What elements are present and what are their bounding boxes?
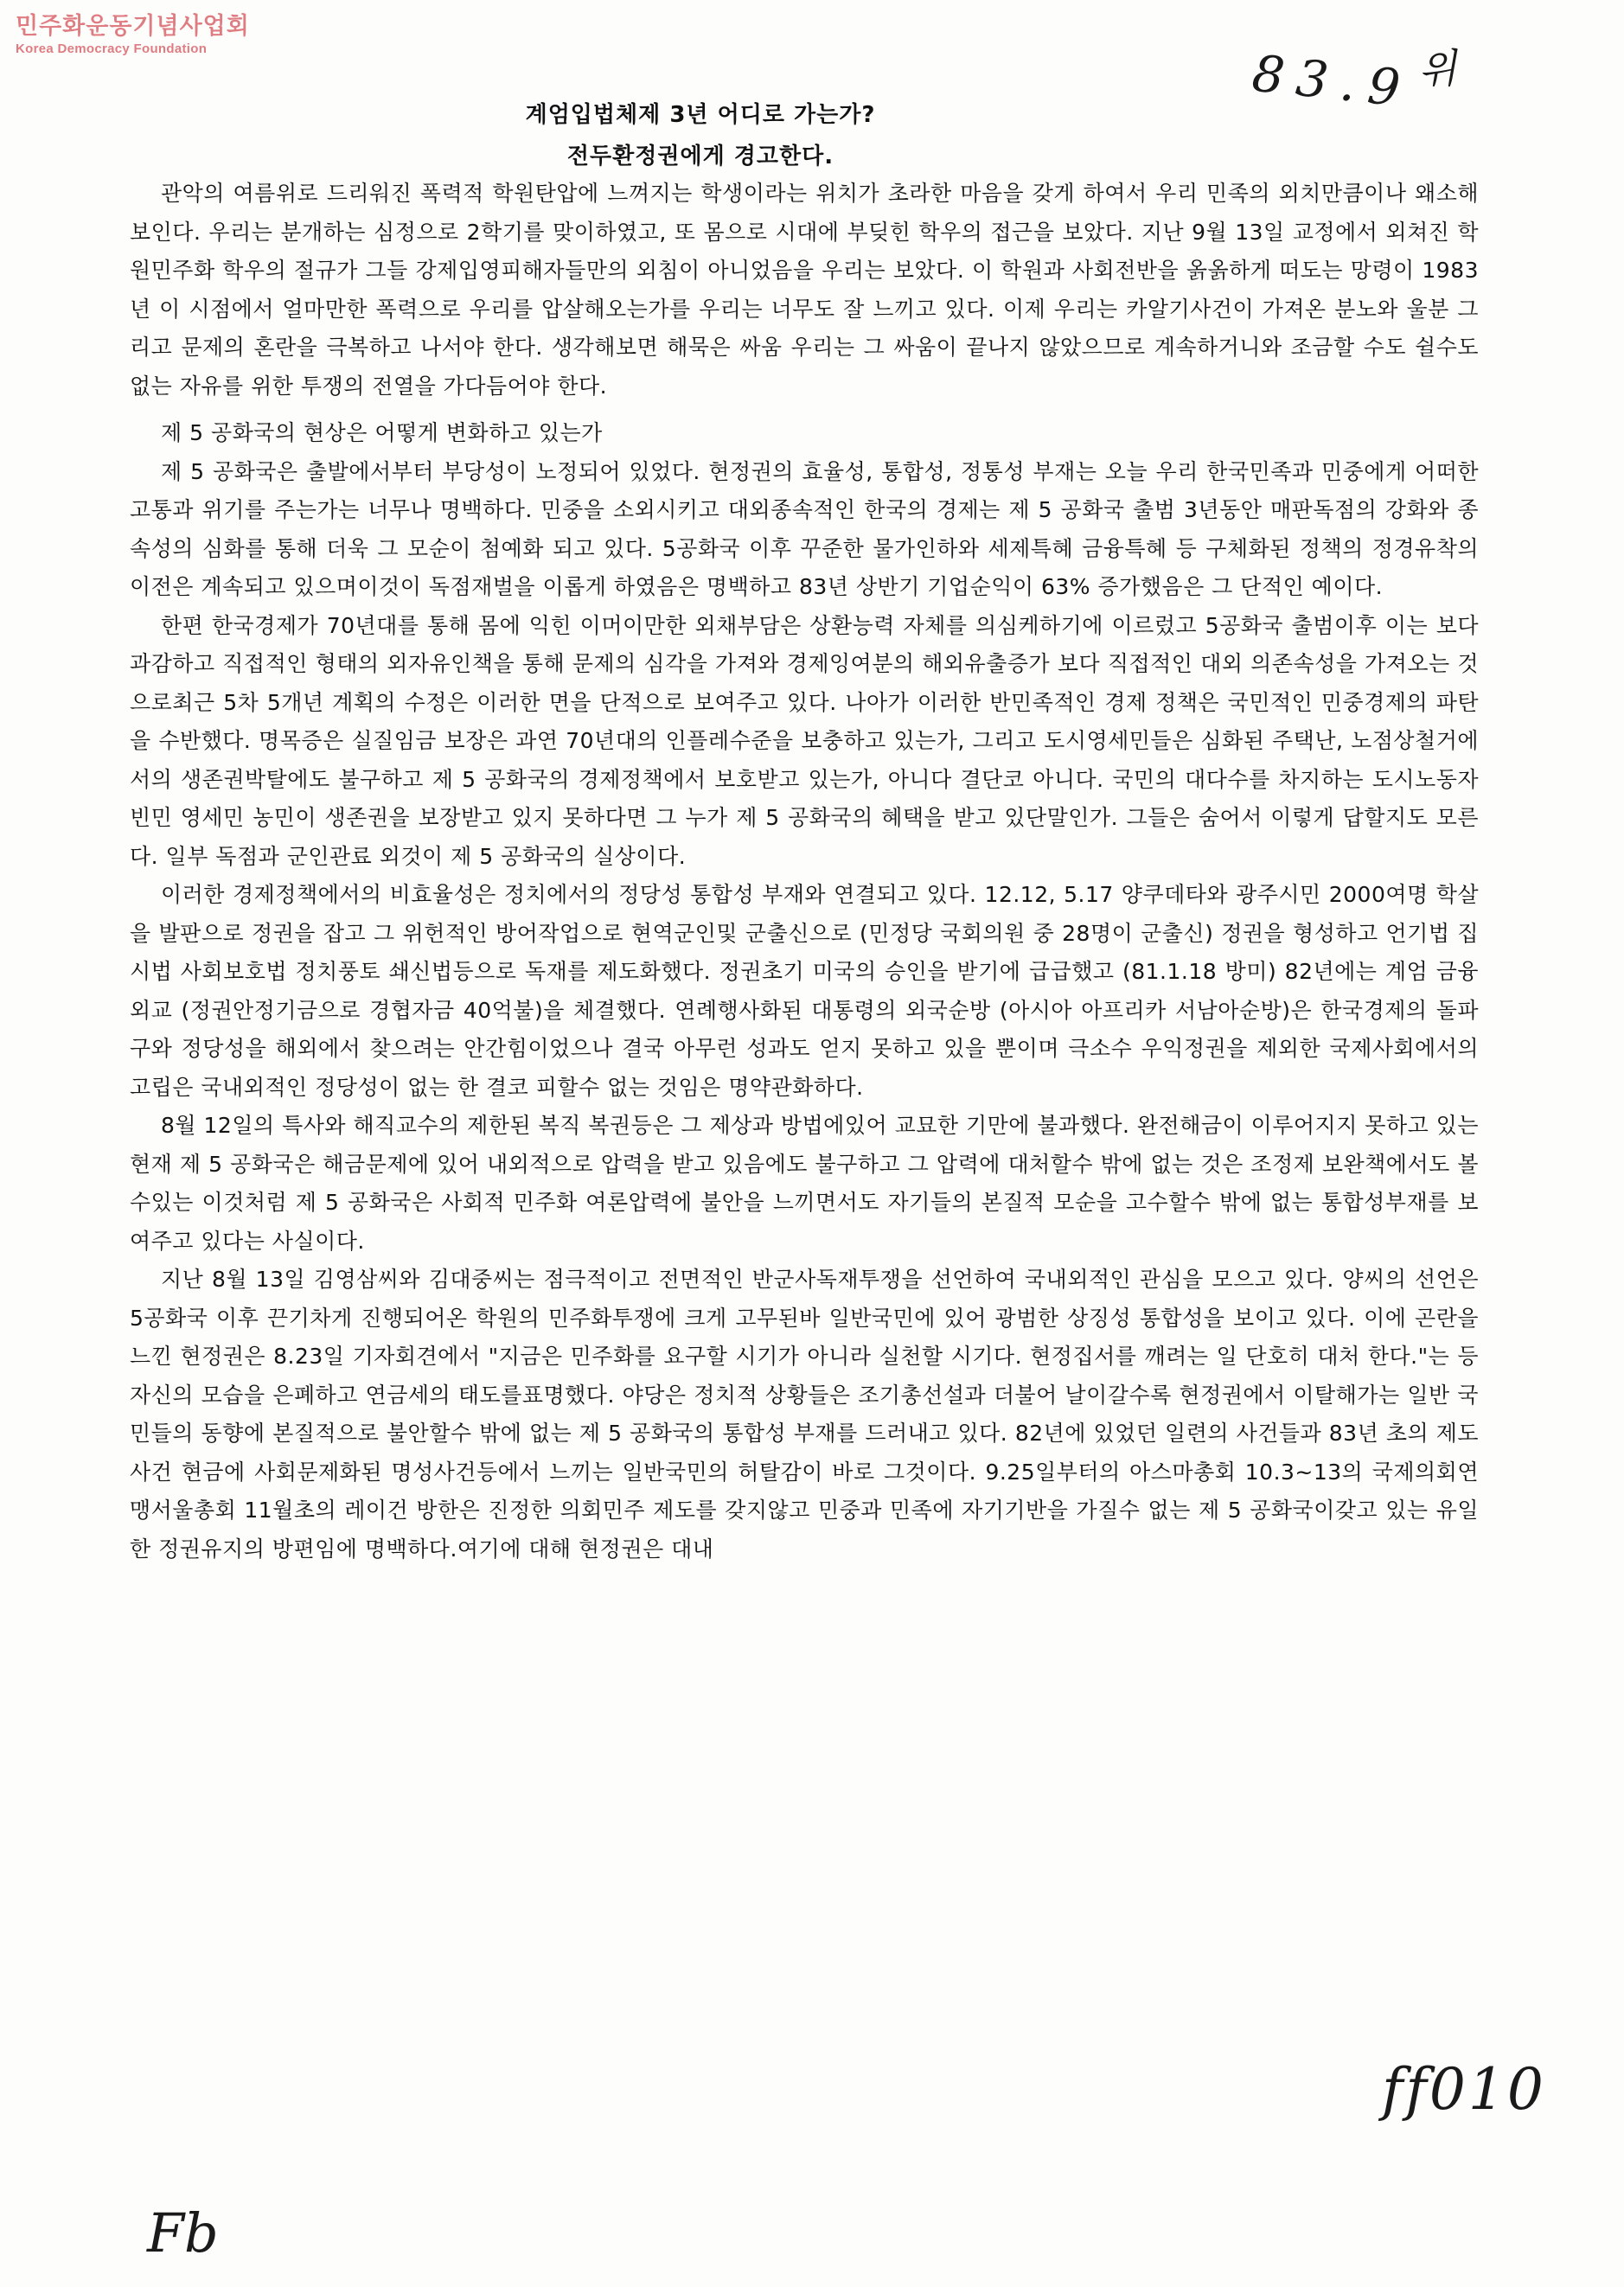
watermark-korean: 민주화운동기념사업회	[16, 13, 250, 40]
document-body	[130, 175, 1479, 1568]
paragraph-declaration: 지난 8월 13일 김영삼씨와 김대중씨는 점극적이고 전면적인 반군사독재투쟁을 선언하여 국내외적인 관심을 모으고 있다. 양씨의 선언은 5공화국 이후 끈기차게 진행되어온 학원의 민주화투쟁에 크게 고무된바 일반국민에 있어 광범한 상징성 통합성을 보이고 있다. 이에 곤란을 느낀 현정권은 8.23일 기자회견에서 "지금은 민주화를 요구할 시기가 아니라 실천할 시기다. 현정집서를 깨려는 일 단호히 대처 한다."는 등 자신의 모습을 은폐하고 연금세의 태도를표명했다. 야당은 정치적 상황들은 조기총선설과 더불어 날이갈수록 현정권에서 이탈해가는 일반 국민들의 동향에 본질적으로 불안할수 밖에 없는 제 5 공화국의 통합성 부재를 드러내고 있다. 82년에 있었던 일련의 사건들과 83년 초의 제도사건 현금에 사회문제화된 명성사건등에서 느끼는 일반국민의 허탈감이 바로 그것이다. 9.25일부터의 아스마총회 10.3~13의 국제의회연맹서울총회 11월초의 레이건 방한은 진정한 의회민주 제도를 갖지않고 민중과 민족에 자기기반을 가질수 없는 제 5 공화국이갖고 있는 유일한 정권유지의 방편임에 명백하다.여기에 대해 현정권은 대내	[130, 1267, 1479, 1562]
paragraph-amnesty: 8월 12일의 특사와 해직교수의 제한된 복직 복권등은 그 제상과 방법에있어 교묘한 기만에 불과했다. 완전해금이 이루어지지 못하고 있는 현재 제 5 공화국은 해금문제에 있어 내외적으로 압력을 받고 있음에도 불구하고 그 압력에 대처할수 밖에 없는 것은 조정제 보완책에서도 볼수있는 이것처럼 제 5 공화국은 사회적 민주화 여론압력에 불안을 느끼면서도 자기들의 본질적 모순을 고수할수 밖에 없는 통합성부재를 보여주고 있다는 사실이다.	[130, 1113, 1479, 1254]
section-heading: 제 5 공화국의 현상은 어떻게 변화하고 있는가	[161, 420, 603, 445]
handwritten-date: 83.9	[1249, 43, 1416, 119]
paragraph-intro: 관악의 여름위로 드리워진 폭력적 학원탄압에 느껴지는 학생이라는 위치가 초라한 마음을 갖게 하여서 우리 민족의 외치만큼이나 왜소해 보인다. 우리는 분개하는 심정으로 2학기를 맞이하였고, 또 몸으로 시대에 부딪힌 학우의 접근을 보았다. 지난 9월 13일 교정에서 외쳐진 학원민주화 학우의 절규가 그들 강제입영피해자들만의 외침이 아니었음을 우리는 보았다. 이 학원과 사회전반을 옭옭하게 떠도는 망령이 1983년 이 시점에서 얼마만한 폭력으로 우리를 압살해오는가를 우리는 너무도 잘 느끼고 있다. 이제 우리는 카알기사건이 가져온 분노와 울분 그리고 문제의 혼란을 극복하고 나서야 한다. 생각해보면 해묵은 싸움 우리는 그 싸움이 끝나지 않았으므로 계속하거니와 조금할 수도 쉴수도 없는 자유를 위한 투쟁의 전열을 가다듬어야 한다.	[130, 181, 1479, 399]
handwritten-initial: 위	[1416, 44, 1459, 94]
watermark-english: Korea Democracy Foundation	[16, 42, 208, 56]
document-title: 계엄입법체제 3년 어디로 가는가?	[525, 102, 876, 128]
paragraph-politics: 이러한 경제정책에서의 비효율성은 정치에서의 정당성 통합성 부재와 연결되고 있다. 12.12, 5.17 양쿠데타와 광주시민 2000여명 학살을 발판으로 정권을 잡고 그 위헌적인 방어작업으로 현역군인및 군출신으로 (민정당 국회의원 중 28명이 군출신) 정권을 형성하고 언기법 집시법 사회보호법 정치풍토 쇄신법등으로 독재를 제도화했다. 정권초기 미국의 승인을 받기에 급급했고 (81.1.18 방미) 82년에는 계엄 금융외교 (정권안정기금으로 경협자금 40억불)을 체결했다. 연례행사화된 대통령의 외국순방 (아시아 아프리카 서남아순방)은 한국경제의 돌파구와 정당성을 해외에서 찾으려는 안간힘이었으나 결국 아무런 성과도 얻지 못하고 있을 뿐이며 극소수 우익정권을 제외한 국제사회에서의 고립은 국내외적인 정당성이 없는 한 결코 피할수 없는 것임은 명약관화하다.	[130, 882, 1479, 1100]
handwritten-page-number: ff010	[1382, 2056, 1546, 2123]
paragraph-economy: 제 5 공화국은 출발에서부터 부당성이 노정되어 있었다. 현정권의 효율성, 통합성, 정통성 부재는 오늘 우리 한국민족과 민중에게 어떠한 고통과 위기를 주는가는 너무나 명백하다. 민중을 소외시키고 대외종속적인 한국의 경제는 제 5 공화국 출범 3년동안 매판독점의 강화와 종속성의 심화를 통해 더욱 그 모순이 첨예화 되고 있다. 5공화국 이후 꾸준한 물가인하와 세제특혜 금융특혜 등 구체화된 정책의 정경유착의 이전은 계속되고 있으며이것이 독점재벌을 이롭게 하였음은 명백하고 83년 상반기 기업순익이 63% 증가했음은 그 단적인 예이다.	[130, 458, 1479, 599]
handwritten-bottom-mark: Fb	[147, 2201, 219, 2265]
document-subtitle: 전두환정권에게 경고한다.	[566, 144, 834, 169]
paragraph-foreign-debt: 한편 한국경제가 70년대를 통해 몸에 익힌 이머이만한 외채부담은 상환능력 자체를 의심케하기에 이르렀고 5공화국 출범이후 이는 보다 과감하고 직접적인 형태의 외자유인책을 통해 문제의 심각을 가져와 경제잉여분의 해외유출증가 보다 직접적인 대외 의존속성을 가져오는 것으로최근 5차 5개년 계획의 수정은 이러한 면을 단적으로 보여주고 있다. 나아가 이러한 반민족적인 경제 정책은 국민적인 민중경제의 파탄을 수반했다. 명목증은 실질임금 보장은 과연 70년대의 인플레수준을 보충하고 있는가, 그리고 도시영세민들은 심화된 주택난, 노점상철거에서의 생존권박탈에도 불구하고 제 5 공화국의 경제정책에서 보호받고 있는가, 아니다 결단코 아니다. 국민의 대다수를 차지하는 도시노동자 빈민 영세민 농민이 생존권을 보장받고 있지 못하다면 그 누가 제 5 공화국의 혜택을 받고 있단말인가. 그들은 숨어서 이렇게 답할지도 모른다. 일부 독점과 군인관료 외것이 제 5 공화국의 실상이다.	[130, 612, 1479, 869]
foundation-watermark	[16, 12, 275, 57]
